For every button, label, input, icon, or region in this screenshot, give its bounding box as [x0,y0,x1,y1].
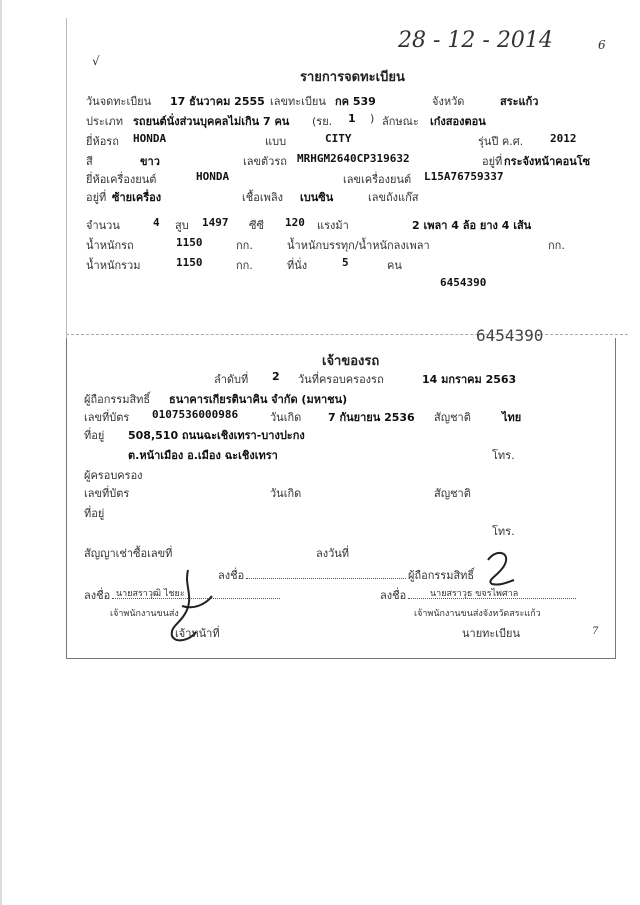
holder-address-label: ที่อยู่ [84,507,105,520]
seats-label: ที่นั่ง [287,259,308,272]
total-weight-label: น้ำหนักรวม [86,259,141,272]
officer-title: เจ้าพนักงานขนส่ง [110,609,179,619]
id-number: 0107536000986 [152,408,239,421]
persons-label: คน [387,259,402,272]
address-line1: 508,510 ถนนฉะเชิงเทรา-บางปะกง [128,429,305,442]
weight-unit: กก. [236,239,253,252]
holder-birth-label: วันเกิด [270,487,302,500]
reg-date: 17 ธันวาคม 2555 [170,95,265,108]
address-label: ที่อยู่ [84,429,105,442]
handwritten-date: 28 - 12 - 2014 [398,28,553,53]
corner-mark: 7 [592,626,599,637]
nationality-label: สัญชาติ [434,411,471,424]
brand-label: ยี่ห้อรถ [86,135,119,148]
year: 2012 [550,132,577,145]
chassis-number: MRHGM2640CP319632 [297,152,410,165]
body-style: เก๋งสองตอน [430,115,486,128]
id-label: เลขที่บัตร [84,411,130,424]
holder-id-label: เลขที่บัตร [84,487,130,500]
address-line2: ต.หน้าเมือง อ.เมือง ฉะเชิงเทรา [128,449,278,462]
cylinders: 4 [153,216,160,229]
horsepower: 120 [285,216,305,229]
possession-date-label: วันที่ครอบครองรถ [298,373,384,386]
color-label: สี [86,155,93,168]
nationality: ไทย [502,411,522,424]
engine-number: L15A76759337 [424,170,504,183]
holder-nationality-label: สัญชาติ [434,487,471,500]
engine-no-label: เลขเครื่องยนต์ [343,173,412,186]
province: สระแก้ว [500,95,539,108]
check-mark: √ [92,54,100,68]
engine-brand: HONDA [196,170,230,183]
hp-label: แรงม้า [317,219,349,232]
registrar-name: นายสราวุธ ขจรไพศาล [430,589,519,599]
engine-brand-label: ยี่ห้อเครื่องยนต์ [86,173,157,186]
weight-label: น้ำหนักรถ [86,239,134,252]
model-label: แบบ [265,135,287,148]
reg-no: กค 539 [335,95,376,108]
page-mark: 6 [598,38,606,52]
owner-signature-line [246,578,406,579]
gas-tank-label: เลขถังแก๊ส [368,191,419,204]
owner-sign-label: ผู้ถือกรรมสิทธิ์ [408,569,475,582]
engine-cc: 1497 [202,216,229,229]
fuel: เบนซิน [300,191,334,204]
cc-label: ซีซี [249,219,264,232]
seats: 5 [342,256,349,269]
sign-left-label: ลงชื่อ [84,589,111,602]
scan-edge [0,0,2,905]
section1-title: รายการจดทะเบียน [300,70,405,85]
birth-label: วันเกิด [270,411,302,424]
color: ขาว [140,155,160,168]
birth-date: 7 กันยายน 2536 [328,411,415,424]
engine-location: ซ้ายเครื่อง [112,191,162,204]
officer-name: นายสราวุฒิ ไชยะ [116,589,185,599]
reg-date-label: วันจดทะเบียน [86,95,152,108]
owner-label: ผู้ถือกรรมสิทธิ์ [84,393,151,406]
holder-tel-label: โทร. [492,525,515,538]
serial-number: 6454390 [440,276,487,289]
code: 1 [348,112,356,125]
owner-name: ธนาคารเกียรตินาคิน จำกัด (มหาชน) [169,393,348,406]
total-weight-unit: กก. [236,259,253,272]
count-label: จำนวน [86,219,120,232]
officer-label: เจ้าหน้าที่ [175,627,220,640]
reg-no-label: เลขทะเบียน [270,95,326,108]
order-label: ลำดับที่ [214,373,249,386]
tel-label: โทร. [492,449,515,462]
section2-title: เจ้าของรถ [322,354,380,369]
chassis-label: เลขตัวรถ [243,155,287,168]
lease-label: สัญญาเช่าซื้อเลขที่ [84,547,173,560]
year-label: รุ่นปี ค.ศ. [478,135,524,148]
owner-signature [478,546,518,590]
sign-right-label: ลงชื่อ [380,589,407,602]
province-label: จังหวัด [432,95,465,108]
chassis-location: กระจังหน้าคอนโซ [504,155,591,168]
vehicle-type: รถยนต์นั่งส่วนบุคคลไม่เกิน 7 คน [133,115,290,128]
load-label: น้ำหนักบรรทุก/น้ำหนักลงเพลา [287,239,430,252]
type-label: ประเภท [86,115,124,128]
registrar-title: เจ้าพนักงานขนส่งจังหวัดสระแก้ว [414,609,541,619]
cylinders-label: สูบ [175,219,189,232]
load-unit: กก. [548,239,565,252]
holder-label: ผู้ครอบครอง [84,469,143,482]
possession-date: 14 มกราคม 2563 [422,373,517,386]
vehicle-weight: 1150 [176,236,203,249]
style-label: ลักษณะ [382,115,419,128]
sign-label: ลงชื่อ [218,569,245,582]
serial-number-cut: 6454390 [476,326,544,345]
lease-date-label: ลงวันที่ [316,547,350,560]
code-open: (รย. [312,115,333,128]
order-number: 2 [272,370,280,383]
registrar-label: นายทะเบียน [462,627,521,640]
model: CITY [325,132,352,145]
brand: HONDA [133,132,167,145]
chassis-location-label: อยู่ที่ [482,155,503,168]
total-weight: 1150 [176,256,203,269]
fuel-label: เชื้อเพลิง [242,191,283,204]
axles-wheels: 2 เพลา 4 ล้อ ยาง 4 เส้น [412,219,532,232]
engine-loc-label: อยู่ที่ [86,191,107,204]
code-close: ) [370,112,375,125]
